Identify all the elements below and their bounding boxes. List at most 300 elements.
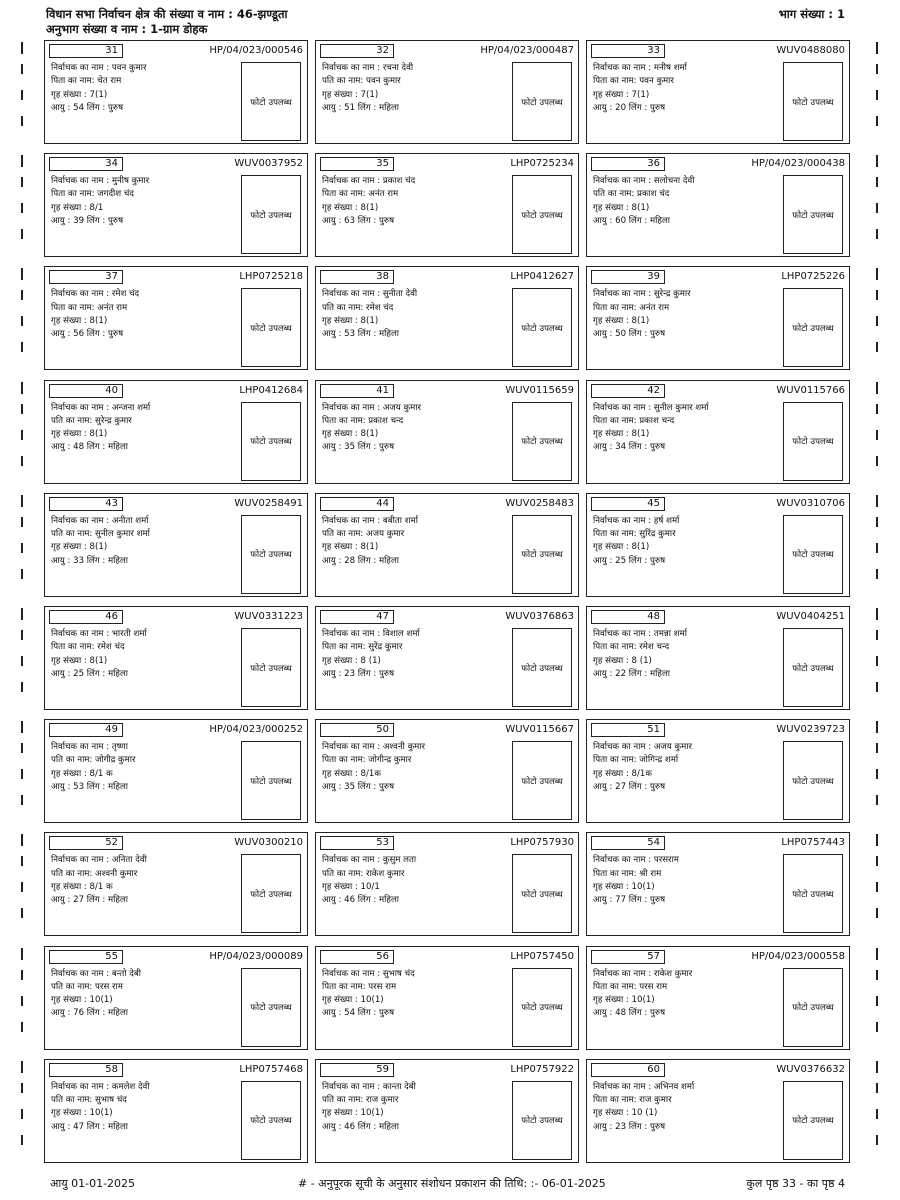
voter-name-label: निर्वाचक का नाम : — [322, 968, 383, 979]
voter-name: अजय कुमार — [382, 402, 421, 413]
relation-name: पति का नाम: सुभाष चंद — [51, 1095, 127, 1106]
voter-name: सुनील कुमार शर्मा — [653, 402, 709, 413]
photo-placeholder: फोटो उपलब्ध — [512, 175, 572, 254]
voter-card — [315, 606, 579, 710]
relation-name: पति का नाम: जोगीद्र कुमार — [51, 755, 136, 766]
age-gender: आयु : 23 लिंग : पुरुष — [593, 1121, 666, 1132]
house-number: गृह संख्या : 7(1) — [322, 89, 379, 100]
voter-card — [586, 493, 850, 597]
epic-number: WUV0258483 — [505, 497, 574, 509]
edge-tick — [876, 430, 878, 440]
edge-tick — [21, 268, 23, 280]
edge-tick — [876, 382, 878, 394]
voter-name-line — [593, 515, 679, 528]
relation-name: पति का नाम: अजय कुमार — [322, 529, 405, 540]
epic-number: WUV0404251 — [776, 611, 845, 622]
edge-tick — [876, 834, 878, 846]
voter-card — [586, 380, 850, 484]
photo-placeholder: फोटो उपलब्ध — [241, 968, 301, 1047]
voter-name-label: निर्वाचक का नाम : — [51, 515, 112, 526]
edge-tick — [21, 316, 23, 326]
voter-card — [44, 832, 308, 936]
voter-details — [322, 968, 415, 1021]
voter-name: परसराम — [653, 855, 679, 866]
constituency-title: विधान सभा निर्वाचन क्षेत्र की संख्या व नाम : 46-झण्डूता — [46, 7, 288, 21]
footer-page-number: कुल पृष्ठ 33 - का पृष्ठ 4 — [746, 1177, 845, 1190]
house-number: गृह संख्या : 8(1) — [51, 429, 108, 440]
photo-placeholder: फोटो उपलब्ध — [512, 1081, 572, 1160]
house-number: गृह संख्या : 8(1) — [322, 429, 379, 440]
epic-number: HP/04/023/000252 — [209, 724, 303, 736]
epic-number: WUV0310706 — [776, 497, 845, 509]
voter-name: सुरेन्द्र कुमार — [653, 289, 691, 300]
age-gender: आयु : 46 लिंग : महिला — [322, 1121, 400, 1132]
voter-name-line — [51, 175, 149, 188]
voter-name-label: निर्वाचक का नाम : — [593, 402, 654, 413]
house-number: गृह संख्या : 8/1 क — [51, 768, 113, 779]
age-gender: आयु : 25 लिंग : पुरुष — [593, 555, 666, 566]
epic-number: WUV0115659 — [505, 384, 574, 396]
voter-name: सलोचना देवी — [653, 176, 695, 187]
edge-tick — [21, 42, 23, 54]
voter-name-label: निर्वाचक का नाम : — [322, 176, 383, 187]
photo-placeholder: फोटो उपलब्ध — [512, 515, 572, 594]
relation-name: पिता का नाम: अनंत राम — [322, 189, 399, 200]
voter-details — [322, 628, 420, 681]
voter-name: कुसुम लता — [382, 855, 417, 866]
age-gender: आयु : 51 लिंग : महिला — [322, 102, 400, 113]
voter-card — [586, 153, 850, 257]
relation-name: पति का नाम: रमेश चंद — [322, 302, 394, 313]
voter-name-label: निर्वाचक का नाम : — [51, 629, 112, 639]
edge-tick — [21, 608, 23, 620]
voter-name-line — [322, 402, 421, 415]
voter-name: राकेश कुमार — [653, 968, 693, 979]
voter-card — [44, 1059, 308, 1163]
voter-name-line — [593, 288, 691, 301]
voter-name-label: निर्वाचक का नाम : — [322, 742, 383, 753]
photo-placeholder: फोटो उपलब्ध — [783, 741, 843, 820]
age-gender: आयु : 54 लिंग : पुरुष — [51, 102, 124, 113]
edge-tick — [21, 177, 23, 187]
voter-name-line — [51, 402, 150, 415]
age-gender: आयु : 28 लिंग : महिला — [322, 555, 400, 566]
voter-card — [315, 266, 579, 370]
epic-number: LHP0757930 — [510, 837, 574, 849]
voter-name-line — [322, 741, 425, 754]
voter-name-line — [593, 402, 709, 415]
voter-name: मुनीष कुमार — [111, 176, 150, 187]
voter-name: बन्तो देबी — [111, 968, 141, 979]
relation-name: पति का नाम: प्रकाश चंद — [593, 189, 670, 200]
voter-details — [322, 62, 413, 115]
voter-name-line — [51, 741, 136, 754]
voter-name-label: निर्वाचक का नाम : — [322, 855, 383, 866]
voter-name-line — [322, 175, 415, 188]
voter-name-label: निर्वाचक का नाम : — [593, 289, 654, 300]
voter-name: अजय कुमार — [653, 742, 692, 753]
edge-tick — [876, 996, 878, 1006]
voter-name-label: निर्वाचक का नाम : — [51, 289, 112, 300]
serial-number: 39 — [591, 270, 665, 284]
serial-number: 34 — [49, 157, 123, 171]
photo-placeholder: फोटो उपलब्ध — [241, 741, 301, 820]
epic-number: LHP0757450 — [510, 950, 574, 962]
serial-number: 42 — [591, 384, 665, 398]
edge-tick — [21, 1135, 23, 1145]
voter-name: तमन्ना शर्मा — [653, 629, 687, 639]
edge-tick — [876, 608, 878, 620]
voter-details — [51, 288, 139, 341]
photo-placeholder: फोटो उपलब्ध — [241, 854, 301, 933]
photo-placeholder: फोटो उपलब्ध — [783, 968, 843, 1047]
edge-tick — [876, 90, 878, 100]
voter-details — [322, 741, 425, 794]
voter-name-line — [51, 968, 141, 981]
epic-number: HP/04/023/000546 — [209, 45, 303, 56]
edge-tick — [21, 856, 23, 866]
epic-number: WUV0376632 — [776, 1063, 845, 1075]
voter-name: भारती शर्मा — [111, 629, 147, 639]
voter-card — [315, 493, 579, 597]
relation-name: पिता का नाम: परस राम — [593, 981, 668, 992]
age-gender: आयु : 48 लिंग : पुरुष — [593, 1008, 666, 1019]
house-number: गृह संख्या : 8(1) — [322, 315, 379, 326]
serial-number: 37 — [49, 270, 123, 284]
voter-name-label: निर्वाचक का नाम : — [593, 1081, 654, 1092]
epic-number: LHP0757922 — [510, 1063, 574, 1075]
age-gender: आयु : 27 लिंग : पुरुष — [593, 782, 666, 793]
voter-name-line — [51, 628, 147, 641]
serial-number: 43 — [49, 497, 123, 511]
serial-number: 44 — [320, 497, 394, 511]
voter-name-label: निर्वाचक का नाम : — [51, 63, 112, 73]
serial-number: 33 — [591, 44, 665, 58]
house-number: गृह संख्या : 8(1) — [322, 202, 379, 213]
serial-number: 45 — [591, 497, 665, 511]
relation-name: पिता का नाम: जोगीन्द्र कुमार — [322, 755, 412, 766]
epic-number: HP/04/023/000438 — [751, 158, 845, 170]
voter-name-label: निर्वाचक का नाम : — [51, 402, 112, 413]
voter-name: सुभाष चंद — [382, 968, 415, 979]
edge-tick — [21, 229, 23, 239]
photo-placeholder: फोटो उपलब्ध — [783, 854, 843, 933]
footer-age-date: आयु 01-01-2025 — [50, 1177, 136, 1190]
edge-tick — [21, 1022, 23, 1032]
relation-name: पिता का नाम: अनंत राम — [593, 302, 670, 313]
age-gender: आयु : 27 लिंग : महिला — [51, 895, 129, 906]
voter-name-label: निर्वाचक का नाम : — [322, 402, 383, 413]
voter-card — [44, 946, 308, 1050]
voter-details — [322, 175, 415, 228]
age-gender: आयु : 54 लिंग : पुरुष — [322, 1008, 395, 1019]
voter-name-line — [51, 62, 146, 75]
voter-name: अनिता देवी — [111, 855, 147, 866]
voter-name-label: निर्वाचक का नाम : — [593, 742, 654, 753]
voter-name: रचना देवी — [382, 63, 414, 73]
serial-number: 52 — [49, 836, 123, 850]
voter-details — [322, 1081, 416, 1134]
voter-card — [586, 946, 850, 1050]
relation-name: पिता का नाम: चेत राम — [51, 76, 122, 87]
voter-details — [593, 402, 709, 455]
serial-number: 38 — [320, 270, 394, 284]
epic-number: WUV0239723 — [776, 724, 845, 736]
edge-tick — [876, 155, 878, 167]
age-gender: आयु : 23 लिंग : पुरुष — [322, 668, 395, 679]
epic-number: LHP0412684 — [239, 384, 303, 396]
edge-tick — [876, 64, 878, 74]
edge-tick — [21, 430, 23, 440]
epic-number: WUV0488080 — [776, 45, 845, 56]
house-number: गृह संख्या : 8(1) — [593, 429, 650, 440]
edge-tick — [876, 1022, 878, 1032]
voter-name-line — [593, 968, 692, 981]
house-number: गृह संख्या : 8/1क — [593, 768, 652, 779]
house-number: गृह संख्या : 7(1) — [593, 89, 650, 100]
house-number: गृह संख्या : 10(1) — [593, 995, 655, 1006]
relation-name: पिता का नाम: रमेश चन्द — [593, 642, 670, 653]
voter-name-line — [51, 288, 139, 301]
voter-name: विशाल शर्मा — [382, 629, 420, 639]
epic-number: WUV0037952 — [234, 158, 303, 170]
voter-name-line — [322, 628, 420, 641]
voter-details — [322, 515, 418, 568]
edge-tick — [876, 656, 878, 666]
voter-name-label: निर्वाचक का नाम : — [593, 855, 654, 866]
serial-number: 55 — [49, 950, 123, 964]
serial-number: 56 — [320, 950, 394, 964]
relation-name: पिता का नाम: प्रकाश चन्द — [322, 415, 404, 426]
edge-tick — [21, 948, 23, 960]
voter-card — [44, 266, 308, 370]
epic-number: LHP0725226 — [781, 271, 845, 283]
age-gender: आयु : 47 लिंग : महिला — [51, 1121, 129, 1132]
voter-name-line — [322, 1081, 416, 1094]
edge-tick — [876, 769, 878, 779]
voter-name-line — [593, 1081, 694, 1094]
age-gender: आयु : 53 लिंग : महिला — [51, 782, 129, 793]
voter-name-label: निर्वाचक का नाम : — [322, 63, 383, 73]
edge-tick — [876, 456, 878, 466]
voter-name-line — [322, 288, 417, 301]
voter-name-label: निर्वाचक का नाम : — [51, 968, 112, 979]
age-gender: आयु : 53 लिंग : महिला — [322, 329, 400, 340]
photo-placeholder: फोटो उपलब्ध — [241, 1081, 301, 1160]
photo-placeholder: फोटो उपलब्ध — [241, 515, 301, 594]
house-number: गृह संख्या : 8(1) — [593, 315, 650, 326]
serial-number: 59 — [320, 1063, 394, 1077]
relation-name: पति का नाम: सुरेन्द्र कुमार — [51, 415, 132, 426]
edge-tick — [21, 682, 23, 692]
age-gender: आयु : 56 लिंग : पुरुष — [51, 329, 124, 340]
edge-tick — [876, 342, 878, 352]
voter-name: कान्ता देबी — [382, 1081, 416, 1092]
voter-details — [51, 402, 150, 455]
serial-number: 31 — [49, 44, 123, 58]
photo-placeholder: फोटो उपलब्ध — [512, 968, 572, 1047]
voter-name-line — [593, 628, 687, 641]
house-number: गृह संख्या : 10(1) — [51, 995, 113, 1006]
epic-number: HP/04/023/000558 — [751, 950, 845, 962]
serial-number: 32 — [320, 44, 394, 58]
edge-tick — [21, 721, 23, 733]
edge-tick — [876, 1083, 878, 1093]
edge-tick — [21, 517, 23, 527]
voter-name-line — [322, 854, 416, 867]
edge-tick — [876, 630, 878, 640]
epic-number: LHP0725218 — [239, 271, 303, 283]
photo-placeholder: फोटो उपलब्ध — [241, 288, 301, 367]
serial-number: 41 — [320, 384, 394, 398]
voter-name-label: निर्वाचक का नाम : — [322, 289, 383, 300]
relation-name: पति का नाम: राकेश कुमार — [322, 868, 405, 879]
photo-placeholder: फोटो उपलब्ध — [512, 62, 572, 141]
house-number: गृह संख्या : 8/1 क — [51, 881, 113, 892]
house-number: गृह संख्या : 8(1) — [51, 542, 108, 553]
voter-name-line — [51, 854, 147, 867]
voter-name-line — [322, 515, 418, 528]
edge-tick — [876, 268, 878, 280]
edge-tick — [876, 495, 878, 507]
edge-tick — [876, 569, 878, 579]
edge-tick — [21, 203, 23, 213]
relation-name: पिता का नाम: जोगिन्द्र शर्मा — [593, 755, 679, 766]
voter-name: मनीष शर्मा — [653, 63, 687, 73]
age-gender: आयु : 34 लिंग : पुरुष — [593, 442, 666, 453]
voter-name-label: निर्वाचक का नाम : — [593, 515, 654, 526]
edge-tick — [876, 316, 878, 326]
voter-details — [322, 288, 417, 341]
serial-number: 46 — [49, 610, 123, 624]
serial-number: 49 — [49, 723, 123, 737]
age-gender: आयु : 76 लिंग : महिला — [51, 1008, 129, 1019]
voter-name: प्रकाश चंद — [382, 176, 416, 187]
voter-name-line — [51, 515, 150, 528]
edge-tick — [876, 743, 878, 753]
voter-details — [322, 854, 416, 907]
edge-tick — [21, 1109, 23, 1119]
voter-details — [593, 854, 679, 907]
voter-details — [51, 968, 141, 1021]
voter-details — [51, 628, 147, 681]
relation-name: पति का नाम: अश्वनी कुमार — [51, 868, 138, 879]
voter-details — [51, 741, 136, 794]
photo-placeholder: फोटो उपलब्ध — [783, 402, 843, 481]
house-number: गृह संख्या : 8(1) — [51, 655, 108, 666]
edge-tick — [21, 630, 23, 640]
voter-name-label: निर्वाचक का नाम : — [593, 176, 654, 187]
epic-number: WUV0115766 — [776, 384, 845, 396]
voter-details — [51, 175, 149, 228]
photo-placeholder: फोटो उपलब्ध — [512, 854, 572, 933]
voter-card — [586, 1059, 850, 1163]
voter-name-line — [51, 1081, 150, 1094]
voter-card — [586, 266, 850, 370]
edge-tick — [21, 743, 23, 753]
house-number: गृह संख्या : 10(1) — [593, 881, 655, 892]
edge-tick — [876, 856, 878, 866]
edge-tick — [876, 1109, 878, 1119]
epic-number: WUV0376863 — [505, 611, 574, 622]
edge-tick — [876, 177, 878, 187]
age-gender: आयु : 25 लिंग : महिला — [51, 668, 129, 679]
voter-name: कमलेश देवी — [111, 1081, 150, 1092]
voter-details — [593, 968, 692, 1021]
voter-name: अनीता शर्मा — [111, 515, 149, 526]
relation-name: पिता का नाम: अनंत राम — [51, 302, 128, 313]
voter-card — [315, 40, 579, 144]
serial-number: 60 — [591, 1063, 665, 1077]
voter-card — [586, 606, 850, 710]
photo-placeholder: फोटो उपलब्ध — [241, 62, 301, 141]
relation-name: पति का नाम: परस राम — [51, 981, 123, 992]
house-number: गृह संख्या : 7(1) — [51, 89, 108, 100]
voter-card — [586, 40, 850, 144]
serial-number: 53 — [320, 836, 394, 850]
photo-placeholder: फोटो उपलब्ध — [241, 175, 301, 254]
edge-tick — [21, 970, 23, 980]
voter-card — [315, 380, 579, 484]
voter-card — [315, 1059, 579, 1163]
house-number: गृह संख्या : 10/1 — [322, 881, 380, 892]
voter-details — [593, 62, 687, 115]
edge-tick — [21, 382, 23, 394]
voter-name-line — [593, 741, 692, 754]
house-number: गृह संख्या : 10 (1) — [593, 1108, 658, 1119]
voter-name-label: निर्वाचक का नाम : — [51, 176, 112, 187]
voter-card — [44, 606, 308, 710]
voter-name-line — [593, 175, 694, 188]
voter-card — [44, 153, 308, 257]
edge-tick — [21, 64, 23, 74]
voter-name-line — [322, 968, 415, 981]
edge-tick — [21, 495, 23, 507]
edge-tick — [876, 517, 878, 527]
edge-tick — [21, 456, 23, 466]
voter-details — [51, 515, 150, 568]
edge-tick — [21, 882, 23, 892]
epic-number: HP/04/023/000089 — [209, 950, 303, 962]
voter-details — [593, 175, 694, 228]
edge-tick — [876, 543, 878, 553]
voter-name: अभिनव शर्मा — [653, 1081, 695, 1092]
house-number: गृह संख्या : 8(1) — [593, 542, 650, 553]
age-gender: आयु : 77 लिंग : पुरुष — [593, 895, 666, 906]
epic-number: LHP0757468 — [239, 1063, 303, 1075]
footer-note: # - अनुपूरक सूची के अनुसार संशोधन प्रकाशन की तिथि: :- 06-01-2025 — [298, 1177, 606, 1190]
photo-placeholder: फोटो उपलब्ध — [241, 402, 301, 481]
voter-card — [44, 719, 308, 823]
voter-name-line — [322, 62, 413, 75]
edge-tick — [21, 996, 23, 1006]
house-number: गृह संख्या : 8/1 — [51, 202, 104, 213]
photo-placeholder: फोटो उपलब्ध — [512, 628, 572, 707]
voter-name-label: निर्वाचक का नाम : — [322, 629, 383, 639]
voter-name-label: निर्वाचक का नाम : — [322, 1081, 383, 1092]
photo-placeholder: फोटो उपलब्ध — [783, 628, 843, 707]
voter-card — [315, 832, 579, 936]
voter-details — [593, 288, 691, 341]
age-gender: आयु : 20 लिंग : पुरुष — [593, 102, 666, 113]
epic-number: WUV0115667 — [505, 724, 574, 736]
edge-tick — [876, 1061, 878, 1073]
serial-number: 48 — [591, 610, 665, 624]
voter-name-label: निर्वाचक का नाम : — [593, 629, 654, 639]
serial-number: 40 — [49, 384, 123, 398]
house-number: गृह संख्या : 8(1) — [51, 315, 108, 326]
serial-number: 57 — [591, 950, 665, 964]
